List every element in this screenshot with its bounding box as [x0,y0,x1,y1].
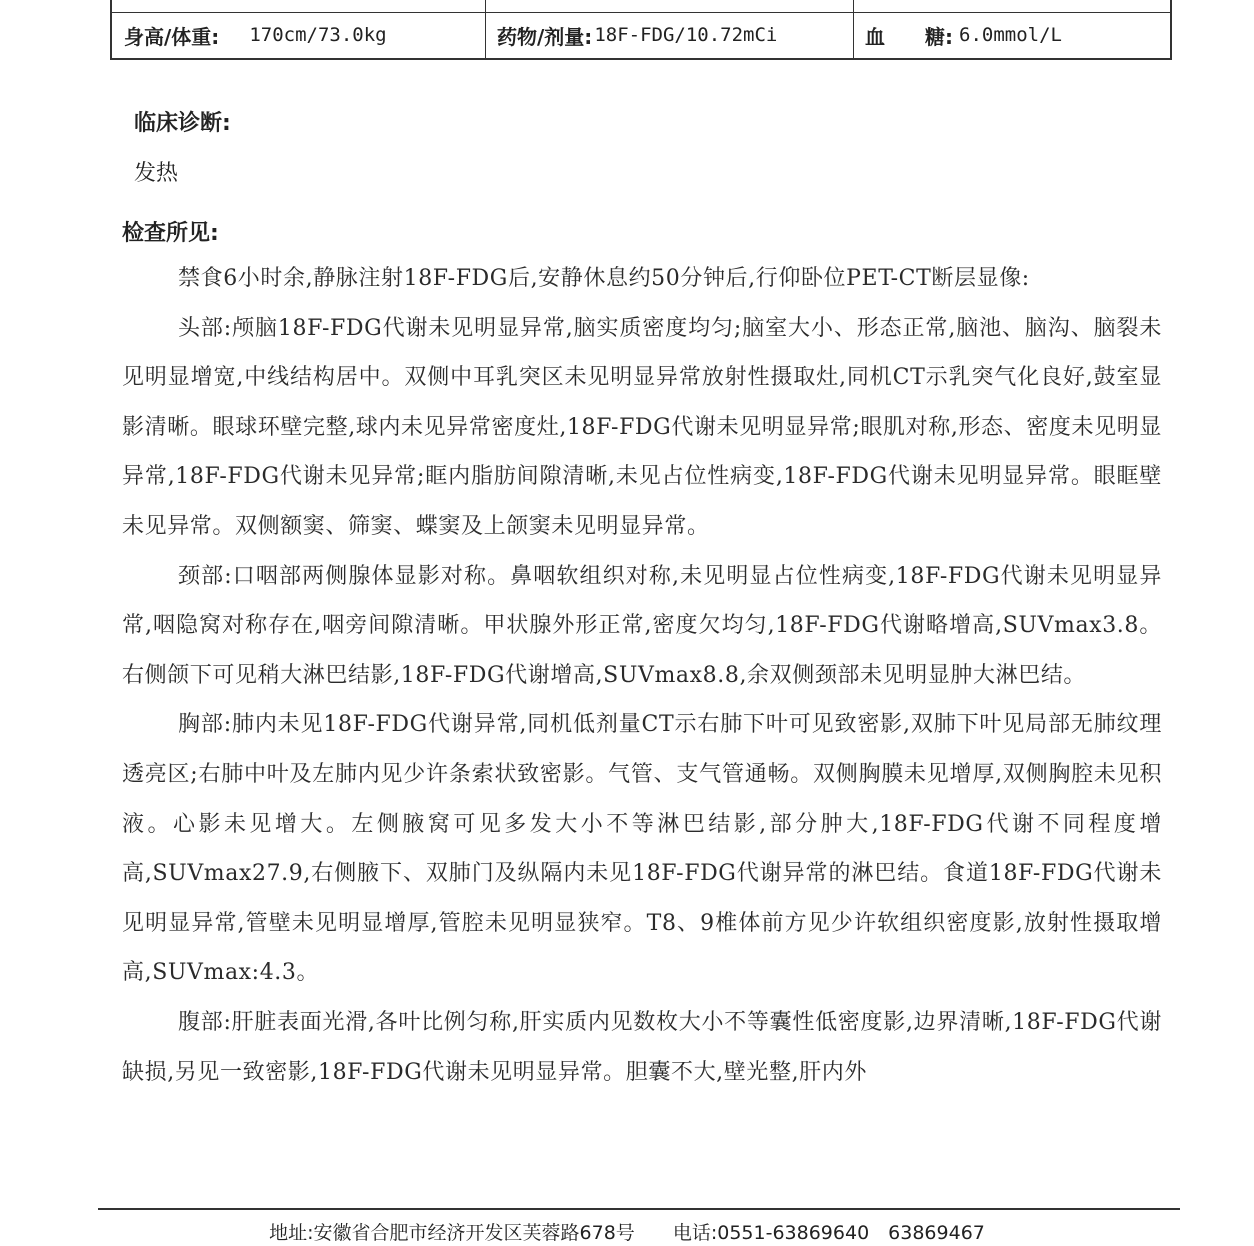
clinical-diagnosis-text: 发热 [134,161,179,186]
height-weight-cell [112,12,485,58]
patient-info-table [110,0,1172,60]
clinical-diagnosis-heading: 临床诊断: [134,111,231,136]
footer-divider [98,1208,1180,1210]
footer-phone: 电话:0551-63869640 63869467 [672,1222,985,1244]
height-weight-label: 身高/体重: [124,24,220,49]
drug-dose-label: 药物/剂量: [497,24,593,49]
footer-address: 地址:安徽省合肥市经济开发区芙蓉路678号 [269,1222,635,1244]
findings-paragraph-chest: 胸部:肺内未见18F-FDG代谢异常,同机低剂量CT示右肺下叶可见致密影,双肺下叶见局部无肺纹理透亮区;右肺中叶及左肺内见少许条索状致密影。气管、支气管通畅。双侧胸膜未见增厚,双侧胸腔未见积液。心影未见增大。左侧腋窝可见多发大小不等淋巴结影,部分肿大,18F-FDG代谢不同程度增高,SUVmax27.9,右侧腋下、双肺门及纵隔内未见18F-FDG代谢异常的淋巴结。食道18F-FDG代谢未见明显异常,管壁未见明显增厚,管腔未见明显狭窄。T8、9椎体前方见少许软组织密度影,放射性摄取增高,SUVmax:4.3。 [122,712,1162,986]
blood-glucose-cell [853,12,1171,58]
findings-paragraph-head: 头部:颅脑18F-FDG代谢未见明显异常,脑实质密度均匀;脑室大小、形态正常,脑池、脑沟、脑裂未见明显增宽,中线结构居中。双侧中耳乳突区未见明显异常放射性摄取灶,同机CT示乳突气化良好,鼓室显影清晰。眼球环壁完整,球内未见异常密度灶,18F-FDG代谢未见明显异常;眼肌对称,形态、密度未见明显异常,18F-FDG代谢未见异常;眶内脂肪间隙清晰,未见占位性病变,18F-FDG代谢未见明显异常。眼眶壁未见异常。双侧额窦、筛窦、蝶窦及上颌窦未见明显异常。 [122,315,1162,539]
footer [0,1218,1254,1245]
findings-heading: 检查所见: [122,221,219,246]
findings-body [122,254,1162,1097]
findings-paragraph-neck: 颈部:口咽部两侧腺体显影对称。鼻咽软组织对称,未见明显占位性病变,18F-FDG代谢未见明显异常,咽隐窝对称存在,咽旁间隙清晰。甲状腺外形正常,密度欠均匀,18F-FDG代谢略增高,SUVmax3.8。右侧颌下可见稍大淋巴结影,18F-FDG代谢增高,SUVmax8.8,余双侧颈部未见明显肿大淋巴结。 [122,563,1162,688]
findings-paragraph-abdomen: 腹部:肝脏表面光滑,各叶比例匀称,肝实质内见数枚大小不等囊性低密度影,边界清晰,18F-FDG代谢缺损,另见一致密影,18F-FDG代谢未见明显异常。胆囊不大,壁光整,肝内外 [122,1009,1162,1085]
height-weight-value: 170cm/73.0kg [249,24,387,46]
findings-paragraph-intro: 禁食6小时余,静脉注射18F-FDG后,安静休息约50分钟后,行仰卧位PET-CT断层显像: [178,266,1030,291]
drug-dose-value: 18F-FDG/10.72mCi [594,24,778,46]
blood-glucose-value: 6.0mmol/L [959,24,1062,46]
drug-dose-cell [485,12,853,58]
blood-glucose-label: 血 糖: [865,24,953,49]
